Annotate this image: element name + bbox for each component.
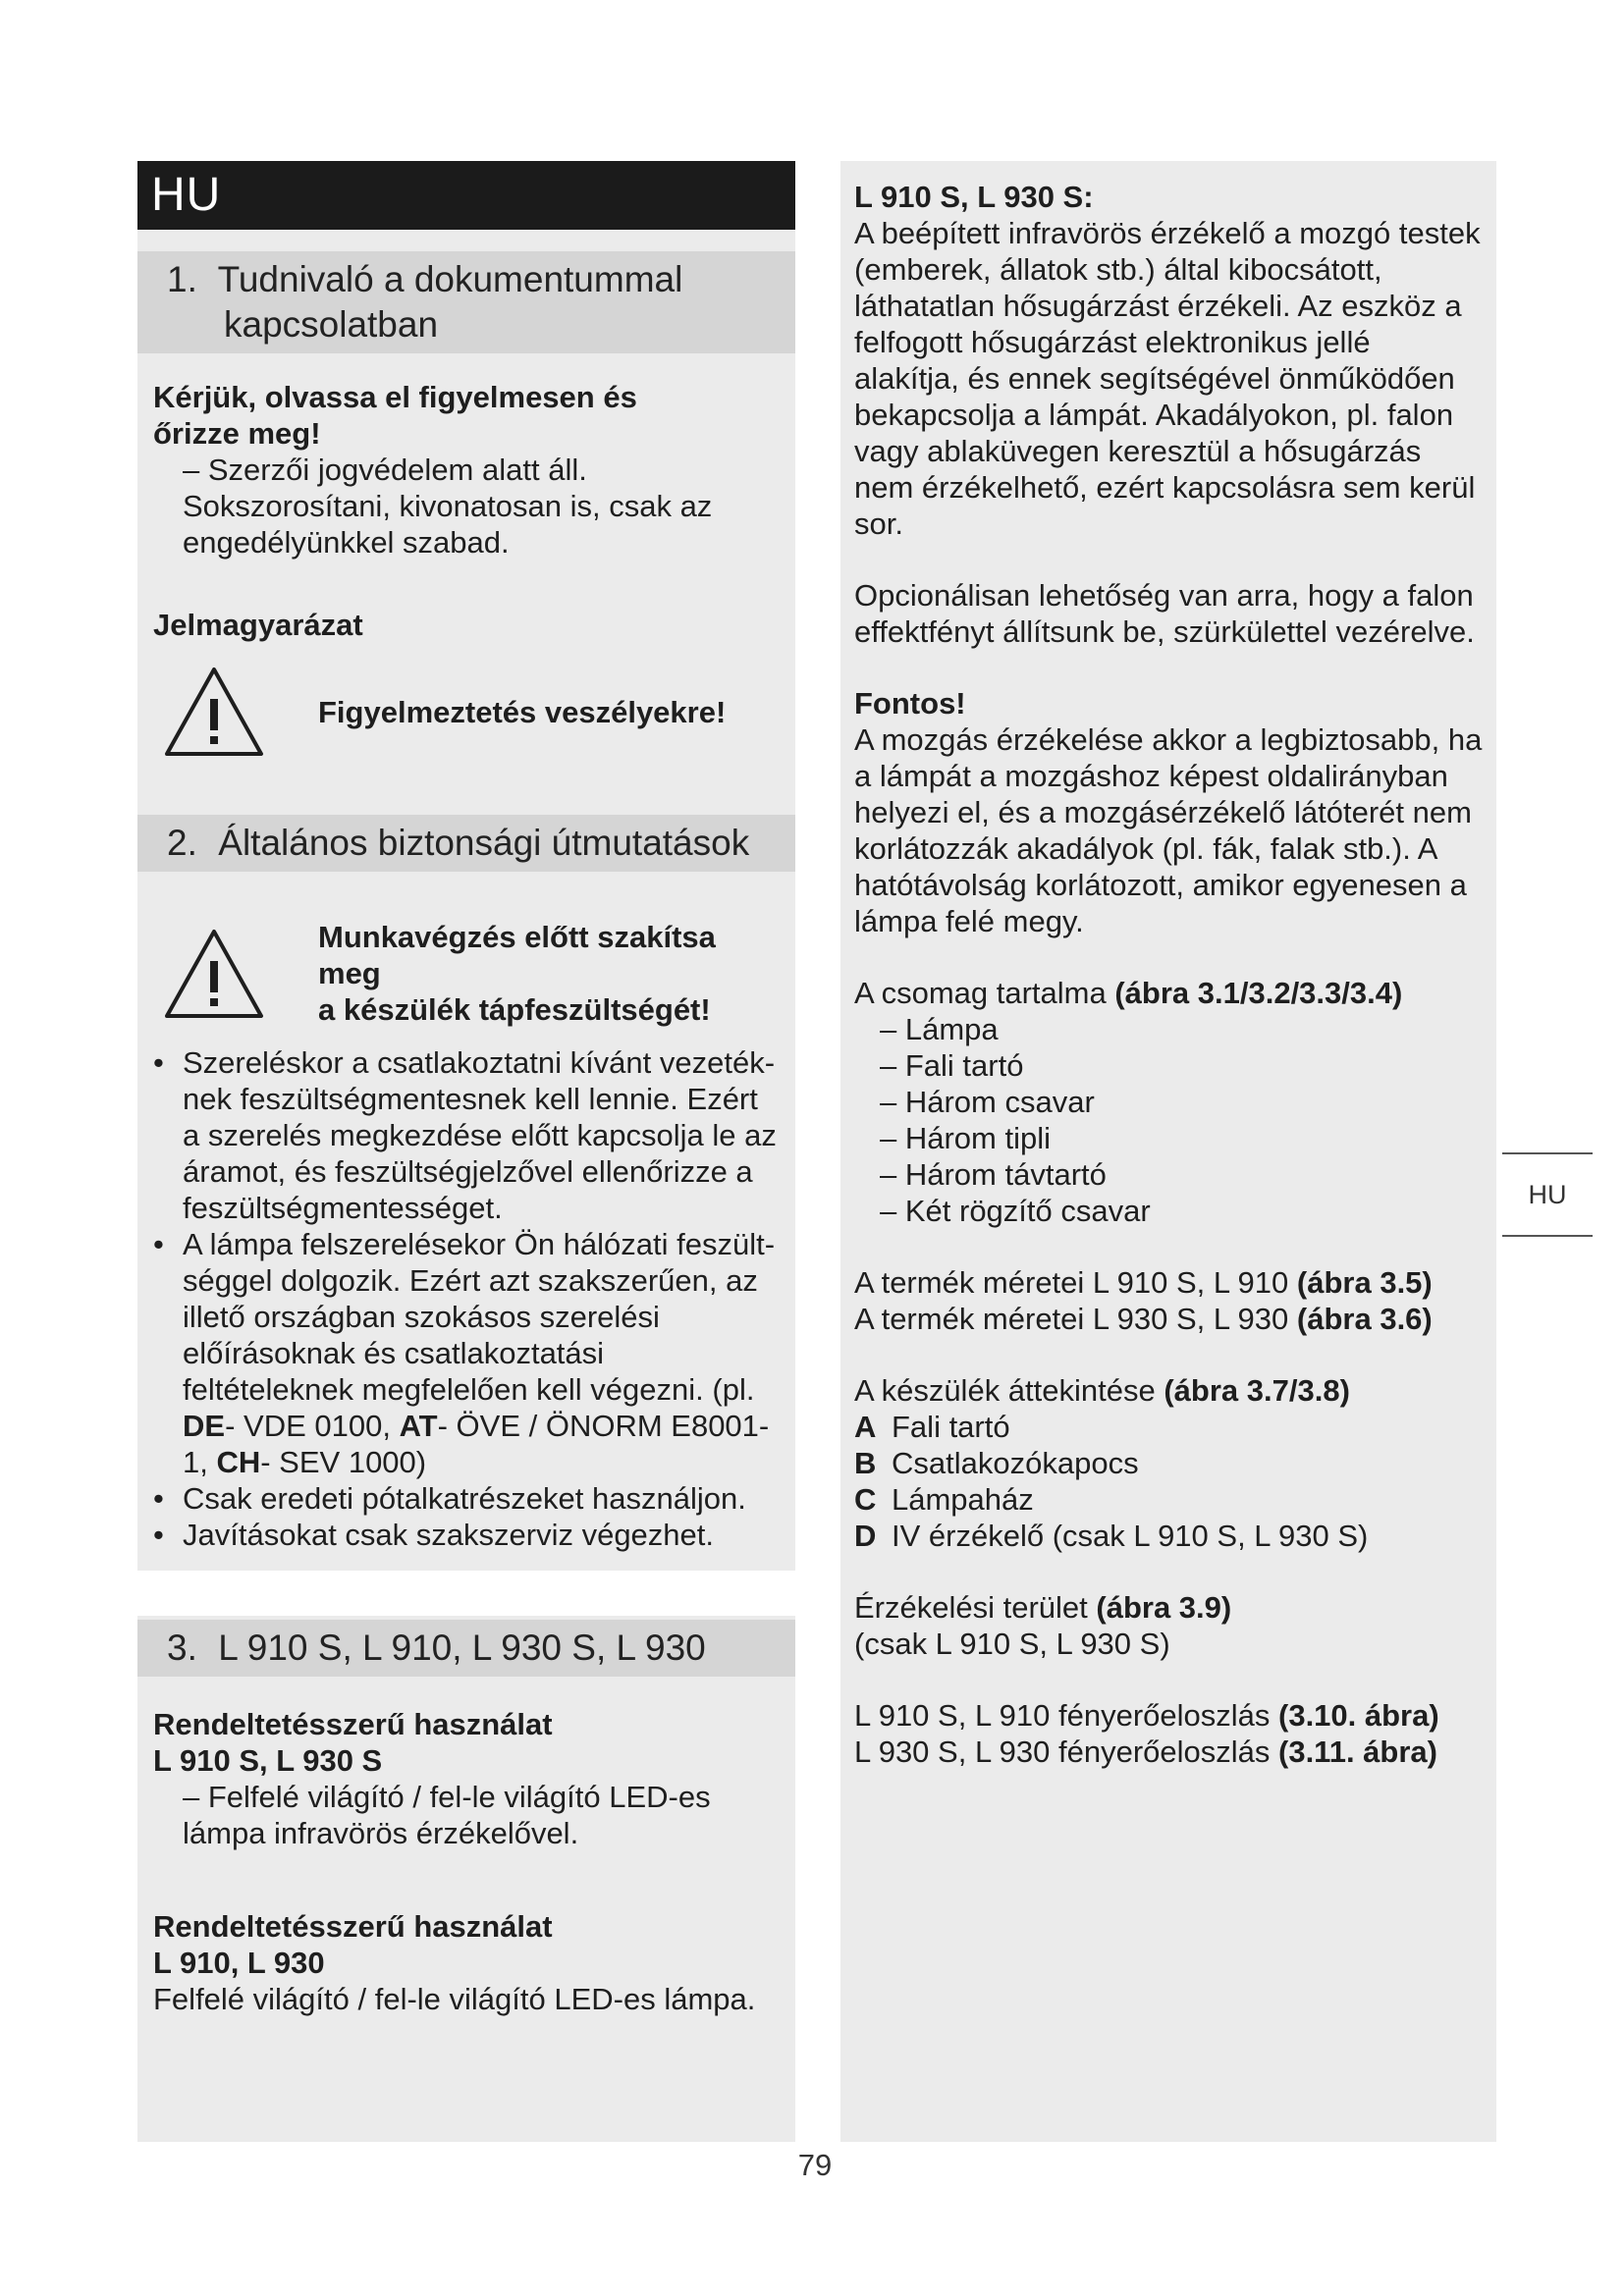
read-heading-line2: őrizze meg! — [153, 416, 321, 451]
safety-bullet-3: • Csak eredeti pótalkatrészeket használjon. — [153, 1480, 782, 1517]
safety-warning-line1: Munkavégzés előtt szakítsa meg — [318, 920, 716, 990]
safety-bullet-1: • Szereléskor a csatlakoztatni kívánt vezeték-nek feszültségmentesnek kell lennie. Ezért a szerelés megkezdése előtt kapcsolja le az áramot, és feszültségjelzővel ellenőrizze a feszültségmentességet. — [153, 1044, 782, 1226]
section-1-title-line2: kapcsolatban — [224, 304, 439, 345]
language-header: HU — [137, 161, 795, 230]
light-distribution — [854, 1697, 1483, 1770]
intended-use-2-models: L 910, L 930 — [153, 1946, 325, 1980]
section-3-number: 3. — [167, 1628, 197, 1668]
package-item: – Lámpa — [880, 1012, 999, 1046]
overview-heading: A készülék áttekintése (ábra 3.7/3.8) — [854, 1373, 1350, 1408]
safety-warning-text — [318, 919, 782, 1028]
intended-use-1-models: L 910 S, L 930 S — [153, 1743, 383, 1778]
dimension-line-2: A termék méretei L 930 S, L 930 (ábra 3.6) — [854, 1302, 1433, 1336]
part-row-b: B Csatlakozókapocs — [854, 1446, 1139, 1480]
light-line-2: L 930 S, L 930 fényerőeloszlás (3.11. ábra) — [854, 1735, 1437, 1769]
package-contents — [854, 975, 1483, 1229]
package-item: – Három távtartó — [880, 1157, 1107, 1192]
important-heading: Fontos! — [854, 686, 966, 721]
legend-heading: Jelmagyarázat — [153, 608, 363, 642]
standard-at: AT — [399, 1409, 438, 1443]
package-heading: A csomag tartalma (ábra 3.1/3.2/3.3/3.4) — [854, 976, 1403, 1010]
package-item: – Három csavar — [880, 1085, 1095, 1119]
side-language-tab: HU — [1502, 1152, 1593, 1237]
device-overview — [854, 1372, 1483, 1554]
page-number: 79 — [797, 2148, 833, 2182]
safety-warning-line2: a készülék tápfeszültségét! — [318, 992, 711, 1027]
intended-use-1-heading: Rendeltetésszerű használat — [153, 1707, 553, 1741]
package-item: – Fali tartó — [880, 1048, 1024, 1083]
section-3-title: L 910 S, L 910, L 930 S, L 930 — [218, 1628, 706, 1668]
overview-figure-ref: (ábra 3.7/3.8) — [1164, 1373, 1350, 1408]
warning-triangle-icon — [163, 666, 265, 758]
sensor-paragraph — [854, 179, 1483, 542]
dimension-2-figure-ref: (ábra 3.6) — [1296, 1302, 1433, 1336]
intended-use-2-heading: Rendeltetésszerű használat — [153, 1909, 553, 1944]
left-column-panel-lower — [137, 1616, 795, 2142]
detection-heading: Érzékelési terület (ábra 3.9) — [854, 1590, 1232, 1625]
light-line-1: L 910 S, L 910 fényerőeloszlás (3.10. ábra) — [854, 1698, 1439, 1733]
optional-text: Opcionálisan lehetőség van arra, hogy a falon effektfényt állítsunk be, szürkülettel vezérelve. — [854, 578, 1475, 649]
dimension-1-figure-ref: (ábra 3.5) — [1296, 1265, 1433, 1300]
part-row-d: D IV érzékelő (csak L 910 S, L 930 S) — [854, 1519, 1369, 1553]
safety-warning-row — [163, 919, 782, 1028]
important-paragraph — [854, 685, 1483, 939]
dimension-line-1: A termék méretei L 910 S, L 910 (ábra 3.5) — [854, 1265, 1433, 1300]
legend-row — [163, 666, 782, 758]
package-figure-ref: (ábra 3.1/3.2/3.3/3.4) — [1114, 976, 1403, 1010]
section-1-title-line1: Tudnivaló a dokumentummal — [217, 259, 683, 299]
copyright-text: – Szerzői jogvédelem alatt áll. Sokszorosítani, kivonatosan is, csak az engedélyünkkel szabad. — [183, 453, 713, 560]
read-heading-line1: Kérjük, olvassa el figyelmesen és — [153, 380, 637, 414]
intended-use-1 — [153, 1706, 782, 1851]
safety-bullet-2: • A lámpa felszerelésekor Ön hálózati feszült-séggel dolgozik. Ezért azt szakszerűen, az illető országban szokásos szerelési előírásoknak és csatlakoztatási feltételeknek megfelelően kell végezni. (pl. DE- VDE 0100, AT- ÖVE / ÖNORM E8001-1, CH- SEV 1000) — [153, 1226, 782, 1480]
part-row-c: C Lámpaház — [854, 1482, 1034, 1517]
light-1-figure-ref: (3.10. ábra) — [1278, 1698, 1439, 1733]
intended-use-2-text: Felfelé világító / fel-le világító LED-es lámpa. — [153, 1982, 756, 2016]
safety-bullet-list — [153, 1044, 782, 1553]
warning-triangle-icon — [163, 928, 265, 1020]
standard-de: DE — [183, 1409, 226, 1443]
right-column-panel — [840, 161, 1496, 2142]
important-text: A mozgás érzékelése akkor a legbiztosabb, ha a lámpát a mozgáshoz képest oldalirányban helyezi el, és a mozgásérzékelő látóterét nem korlátozzák akadályok (pl. fák, falak stb.). A hatótávolság korlátozott, amikor egyenesen a lámpa felé megy. — [854, 722, 1483, 938]
section-3-heading — [137, 1620, 795, 1677]
section-2-heading — [137, 815, 795, 872]
package-item: – Három tipli — [880, 1121, 1051, 1155]
light-2-figure-ref: (3.11. ábra) — [1278, 1735, 1437, 1769]
legend-warning-text: Figyelmeztetés veszélyekre! — [318, 694, 727, 729]
package-item: – Két rögzítő csavar — [880, 1194, 1151, 1228]
safety-bullet-4: • Javításokat csak szakszerviz végezhet. — [153, 1517, 782, 1553]
part-row-a: A Fali tartó — [854, 1410, 1010, 1444]
sensor-heading: L 910 S, L 930 S: — [854, 180, 1094, 214]
dimensions — [854, 1264, 1483, 1337]
detection-note: (csak L 910 S, L 930 S) — [854, 1627, 1170, 1661]
section-1-number: 1. — [167, 259, 197, 299]
detection-area — [854, 1589, 1483, 1662]
intended-use-1-text: – Felfelé világító / fel-le világító LED-es lámpa infravörös érzékelővel. — [183, 1780, 711, 1850]
standard-ch: CH — [216, 1445, 261, 1479]
detection-figure-ref: (ábra 3.9) — [1096, 1590, 1232, 1625]
section-2-number: 2. — [167, 823, 197, 863]
section-1-heading — [137, 251, 795, 353]
section-2-title: Általános biztonsági útmutatások — [218, 823, 750, 863]
intended-use-2 — [153, 1908, 782, 2017]
read-notice — [153, 379, 782, 561]
sensor-text: A beépített infravörös érzékelő a mozgó testek (emberek, állatok stb.) által kibocsátott, láthatatlan hősugárzást érzékeli. Az eszköz a felfogott hősugárzást elektronikus jellé alakítja, és ennek segítségével önműködően bekapcsolja a lámpát. Akadályokon, pl. falon vagy ablaküvegen keresztül a hősugárzás nem érzékelhető, ezért kapcsolásra sem kerül sor. — [854, 216, 1481, 541]
